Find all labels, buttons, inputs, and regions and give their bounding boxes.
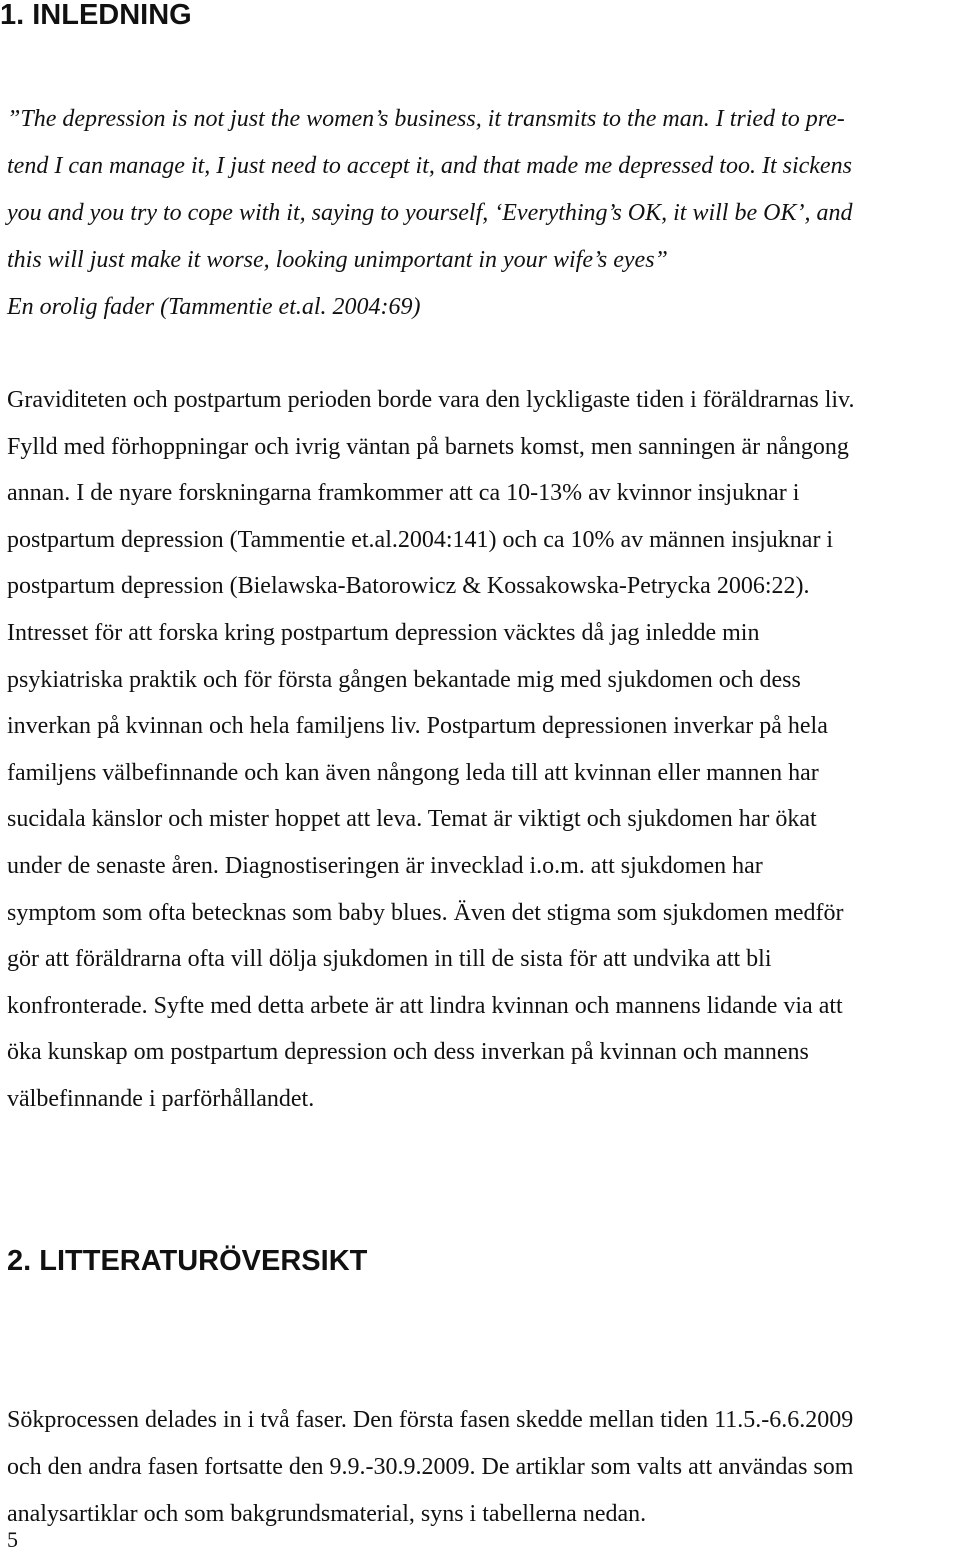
paragraph-line: under de senaste åren. Diagnostiseringen är invecklad i.o.m. att sjukdomen har bbox=[7, 852, 763, 879]
intro-paragraph bbox=[7, 377, 959, 1123]
paragraph-line: inverkan på kvinnan och hela familjens liv. Postpartum depressionen inverkar på hela bbox=[7, 713, 828, 740]
paragraph-line: gör att föräldrarna ofta vill dölja sjukdomen in till de sista för att undvika att bli bbox=[7, 946, 772, 973]
paragraph-line: och den andra fasen fortsatte den 9.9.-30.9.2009. De artiklar som valts att användas som bbox=[7, 1454, 854, 1480]
paragraph-line: välbefinnande i parförhållandet. bbox=[7, 1085, 315, 1112]
quote-attribution: En orolig fader (Tammentie et.al. 2004:69) bbox=[7, 294, 421, 320]
quote-line: ”The depression is not just the women’s business, it transmits to the man. I tried to pre- bbox=[7, 106, 845, 132]
quote-line: this will just make it worse, looking unimportant in your wife’s eyes” bbox=[7, 247, 668, 273]
paragraph-line: postpartum depression (Bielawska-Batorowicz & Kossakowska-Petrycka 2006:22). bbox=[7, 573, 810, 600]
paragraph-line: Fylld med förhoppningar och ivrig väntan på barnets komst, men sanningen är nångong bbox=[7, 433, 849, 460]
paragraph-line: Intresset för att forska kring postpartum depression väcktes då jag inledde min bbox=[7, 619, 760, 646]
paragraph-line: konfronterade. Syfte med detta arbete är att lindra kvinnan och mannens lidande via att bbox=[7, 992, 843, 1019]
paragraph-line: sucidala känslor och mister hoppet att leva. Temat är viktigt och sjukdomen har ökat bbox=[7, 806, 817, 833]
paragraph-line: Graviditeten och postpartum perioden borde vara den lyckligaste tiden i föräldrarnas liv. bbox=[7, 387, 855, 413]
search-process-paragraph bbox=[7, 1397, 959, 1538]
paragraph-line: psykiatriska praktik och för första gången bekantade mig med sjukdomen och dess bbox=[7, 666, 801, 693]
section-heading-inledning: 1. INLEDNING bbox=[0, 0, 192, 31]
quote-line: tend I can manage it, I just need to accept it, and that made me depressed too. It sickens bbox=[7, 153, 852, 179]
paragraph-line: analysartiklar och som bakgrundsmaterial, syns i tabellerna nedan. bbox=[7, 1501, 647, 1527]
paragraph-line: annan. I de nyare forskningarna framkommer att ca 10-13% av kvinnor insjuknar i bbox=[7, 480, 800, 507]
paragraph-line: postpartum depression (Tammentie et.al.2004:141) och ca 10% av männen insjuknar i bbox=[7, 526, 834, 553]
epigraph-quote bbox=[7, 96, 959, 331]
paragraph-line: Sökprocessen delades in i två faser. Den första fasen skedde mellan tiden 11.5.-6.6.2009 bbox=[7, 1407, 854, 1433]
page-number: 5 bbox=[7, 1527, 18, 1552]
paragraph-line: symptom som ofta betecknas som baby blues. Även det stigma som sjukdomen medför bbox=[7, 899, 844, 926]
paragraph-line: öka kunskap om postpartum depression och dess inverkan på kvinnan och mannens bbox=[7, 1039, 809, 1066]
quote-line: you and you try to cope with it, saying to yourself, ‘Everything’s OK, it will be OK’, and bbox=[7, 200, 853, 226]
paragraph-line: familjens välbefinnande och kan även nångong leda till att kvinnan eller mannen har bbox=[7, 759, 819, 786]
section-heading-litteraturoversikt: 2. LITTERATURÖVERSIKT bbox=[7, 1245, 368, 1277]
